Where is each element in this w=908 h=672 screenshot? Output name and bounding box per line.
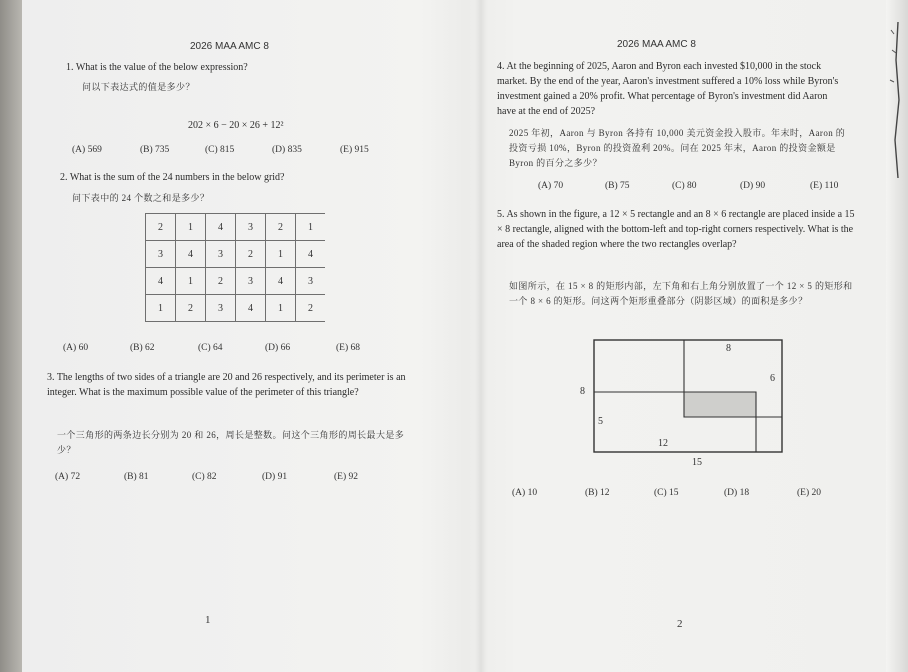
question-3-text: 3. The lengths of two sides of a triangle are 20 and 26 respectively, and its perimeter is an integer. What is the maximum possible value of the perimeter of this triangle? <box>47 372 406 398</box>
grid-cell: 2 <box>266 214 296 241</box>
page-shadow <box>0 0 22 672</box>
q3-option-d: (D) 91 <box>262 472 288 482</box>
grid-cell: 4 <box>266 268 296 295</box>
q1-option-a: (A) 569 <box>72 145 102 155</box>
q1-option-e: (E) 915 <box>340 145 369 155</box>
q4-option-e: (E) 110 <box>810 181 839 191</box>
grid-cell: 3 <box>296 268 326 295</box>
grid-cell: 4 <box>296 241 326 268</box>
q4-option-a: (A) 70 <box>538 181 564 191</box>
grid-cell: 3 <box>206 295 236 322</box>
label-inner-left: 5 <box>598 416 603 427</box>
q3-option-b: (B) 81 <box>124 472 149 482</box>
page-header: 2026 MAA AMC 8 <box>617 39 696 50</box>
q3-option-e: (E) 92 <box>334 472 359 482</box>
grid-cell: 1 <box>266 241 296 268</box>
q4-option-d: (D) 90 <box>740 181 766 191</box>
q2-option-a: (A) 60 <box>63 343 89 353</box>
grid-cell: 3 <box>236 268 266 295</box>
q2-option-e: (E) 68 <box>336 343 361 353</box>
q4-option-b: (B) 75 <box>605 181 630 191</box>
label-right: 6 <box>770 373 775 384</box>
grid-row <box>146 241 326 268</box>
grid-cell: 1 <box>296 214 326 241</box>
q2-option-b: (B) 62 <box>130 343 155 353</box>
grid-cell: 2 <box>296 295 326 322</box>
question-1-expression: 202 × 6 − 20 × 26 + 12² <box>188 120 284 131</box>
q3-option-a: (A) 72 <box>55 472 81 482</box>
question-2-chinese: 问下表中的 24 个数之和是多少？ <box>72 193 210 203</box>
grid-row <box>146 214 326 241</box>
grid-cell: 4 <box>206 214 236 241</box>
grid-cell: 1 <box>146 295 176 322</box>
grid-row <box>146 268 326 295</box>
grid-cell: 3 <box>236 214 266 241</box>
q5-option-c: (C) 15 <box>654 488 679 498</box>
question-4-chinese: 2025 年初，Aaron 与 Byron 各持有 10,000 美元资金投入股市。年末时，Aaron 的投资亏损 10%，Byron 的投资盈利 20%。问在 2025 年末，Aaron 的投资金额是 Byron 的百分之多少？ <box>509 128 846 168</box>
grid-cell: 1 <box>266 295 296 322</box>
question-2-text: 2. What is the sum of the 24 numbers in the below grid? <box>60 172 285 183</box>
grid-row <box>146 295 326 322</box>
question-4-text: 4. At the beginning of 2025, Aaron and Byron each invested $10,000 in the stock market. By the end of the year, Aaron's investment suffered a 10% loss while Byron's investment gained a 20% profit. What percentage of Byron's investment did Aaron have at the end of 2025? <box>497 61 839 117</box>
q4-option-c: (C) 80 <box>672 181 697 191</box>
label-bottom: 15 <box>692 457 702 468</box>
q5-option-a: (A) 10 <box>512 488 538 498</box>
page-header: 2026 MAA AMC 8 <box>190 41 269 52</box>
label-top: 8 <box>726 343 731 354</box>
q2-option-c: (C) 64 <box>198 343 223 353</box>
q1-option-d: (D) 835 <box>272 145 302 155</box>
question-1-chinese: 问以下表达式的值是多少？ <box>82 82 195 92</box>
grid-cell: 4 <box>146 268 176 295</box>
page-number: 2 <box>677 618 683 630</box>
q5-option-b: (B) 12 <box>585 488 610 498</box>
q1-option-c: (C) 815 <box>205 145 235 155</box>
question-3-chinese: 一个三角形的两条边长分别为 20 和 26，周长是整数。问这个三角形的周长最大是多少？ <box>57 430 405 455</box>
binding-mark-icon <box>888 20 902 180</box>
q5-option-d: (D) 18 <box>724 488 750 498</box>
rectangles-figure <box>570 336 800 466</box>
grid-cell: 2 <box>206 268 236 295</box>
grid-cell: 2 <box>146 214 176 241</box>
grid-cell: 4 <box>236 295 266 322</box>
label-left: 8 <box>580 386 585 397</box>
q2-option-d: (D) 66 <box>265 343 291 353</box>
question-1-text: 1. What is the value of the below expression? <box>66 62 248 73</box>
q1-option-b: (B) 735 <box>140 145 170 155</box>
number-grid <box>145 213 325 322</box>
grid-cell: 4 <box>176 241 206 268</box>
grid-cell: 2 <box>176 295 206 322</box>
q3-option-c: (C) 82 <box>192 472 217 482</box>
grid-cell: 3 <box>146 241 176 268</box>
question-5-chinese: 如图所示，在 15 × 8 的矩形内部，左下角和右上角分别放置了一个 12 × 5 的矩形和一个 8 × 6 的矩形。问这两个矩形重叠部分（阴影区域）的面积是多少？ <box>509 281 853 306</box>
q5-option-e: (E) 20 <box>797 488 822 498</box>
book-gutter <box>475 0 487 672</box>
grid-cell: 2 <box>236 241 266 268</box>
question-5-text: 5. As shown in the figure, a 12 × 5 rectangle and an 8 × 6 rectangle are placed inside a 15 × 8 rectangle, aligned with the bottom-left and top-right corners respectively. What is the area of the shaded region where the two rectangles overlap? <box>497 209 855 250</box>
grid-cell: 1 <box>176 268 206 295</box>
grid-cell: 3 <box>206 241 236 268</box>
page-number: 1 <box>205 614 211 626</box>
label-inner-bottom: 12 <box>658 438 668 449</box>
grid-cell: 1 <box>176 214 206 241</box>
rectangles-diagram <box>570 336 800 466</box>
